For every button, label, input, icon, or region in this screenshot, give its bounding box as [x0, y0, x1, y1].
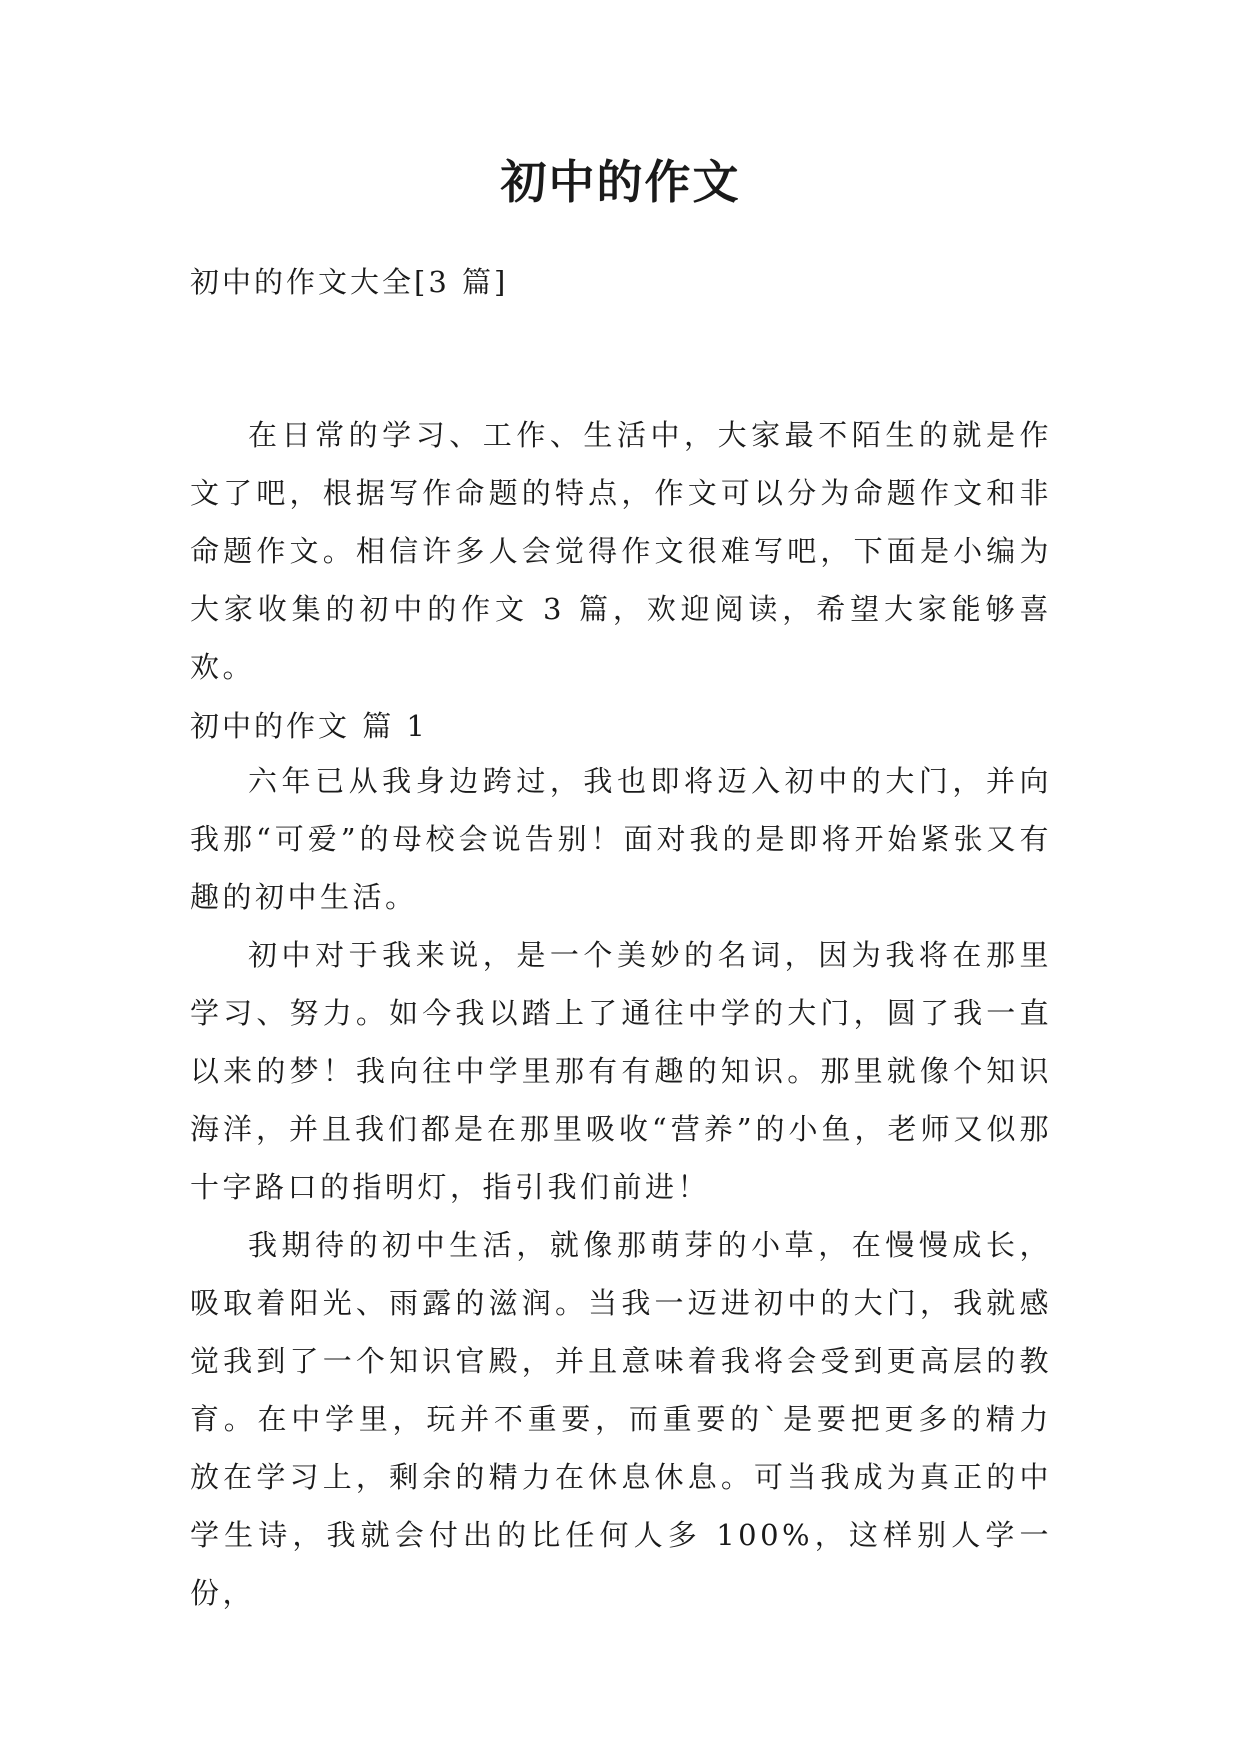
essay-paragraph-1: 六年已从我身边跨过，我也即将迈入初中的大门，并向我那“可爱”的母校会说告别！面对我的是即将开始紧张又有趣的初中生活。 — [190, 764, 1052, 914]
essay-body — [190, 752, 1052, 1622]
essay-paragraph-3: 我期待的初中生活，就像那萌芽的小草，在慢慢成长，吸取着阳光、雨露的滋润。当我一迈进初中的大门，我就感觉我到了一个知识官殿，并且意味着我将会受到更高层的教育。在中学里，玩并不重要，而重要的`是要把更多的精力放在学习上，剩余的精力在休息休息。可当我成为真正的中学生诗，我就会付出的比任何人多 100%，这样别人学一份， — [190, 1228, 1052, 1610]
essay-paragraph-2: 初中对于我来说，是一个美妙的名词，因为我将在那里学习、努力。如今我以踏上了通往中学的大门，圆了我一直以来的梦！我向往中学里那有有趣的知识。那里就像个知识海洋，并且我们都是在那里吸收“营养”的小鱼，老师又似那十字路口的指明灯，指引我们前进！ — [190, 938, 1052, 1204]
intro-paragraph: 在日常的学习、工作、生活中，大家最不陌生的就是作文了吧，根据写作命题的特点，作文可以分为命题作文和非命题作文。相信许多人会觉得作文很难写吧，下面是小编为大家收集的初中的作文 3 篇，欢迎阅读，希望大家能够喜欢。 — [190, 418, 1052, 684]
intro-block — [190, 406, 1052, 696]
section-heading: 初中的作文 篇 1 — [190, 709, 428, 743]
document-title: 初中的作文 — [500, 155, 741, 209]
document-subtitle: 初中的作文大全[3 篇] — [190, 265, 509, 299]
